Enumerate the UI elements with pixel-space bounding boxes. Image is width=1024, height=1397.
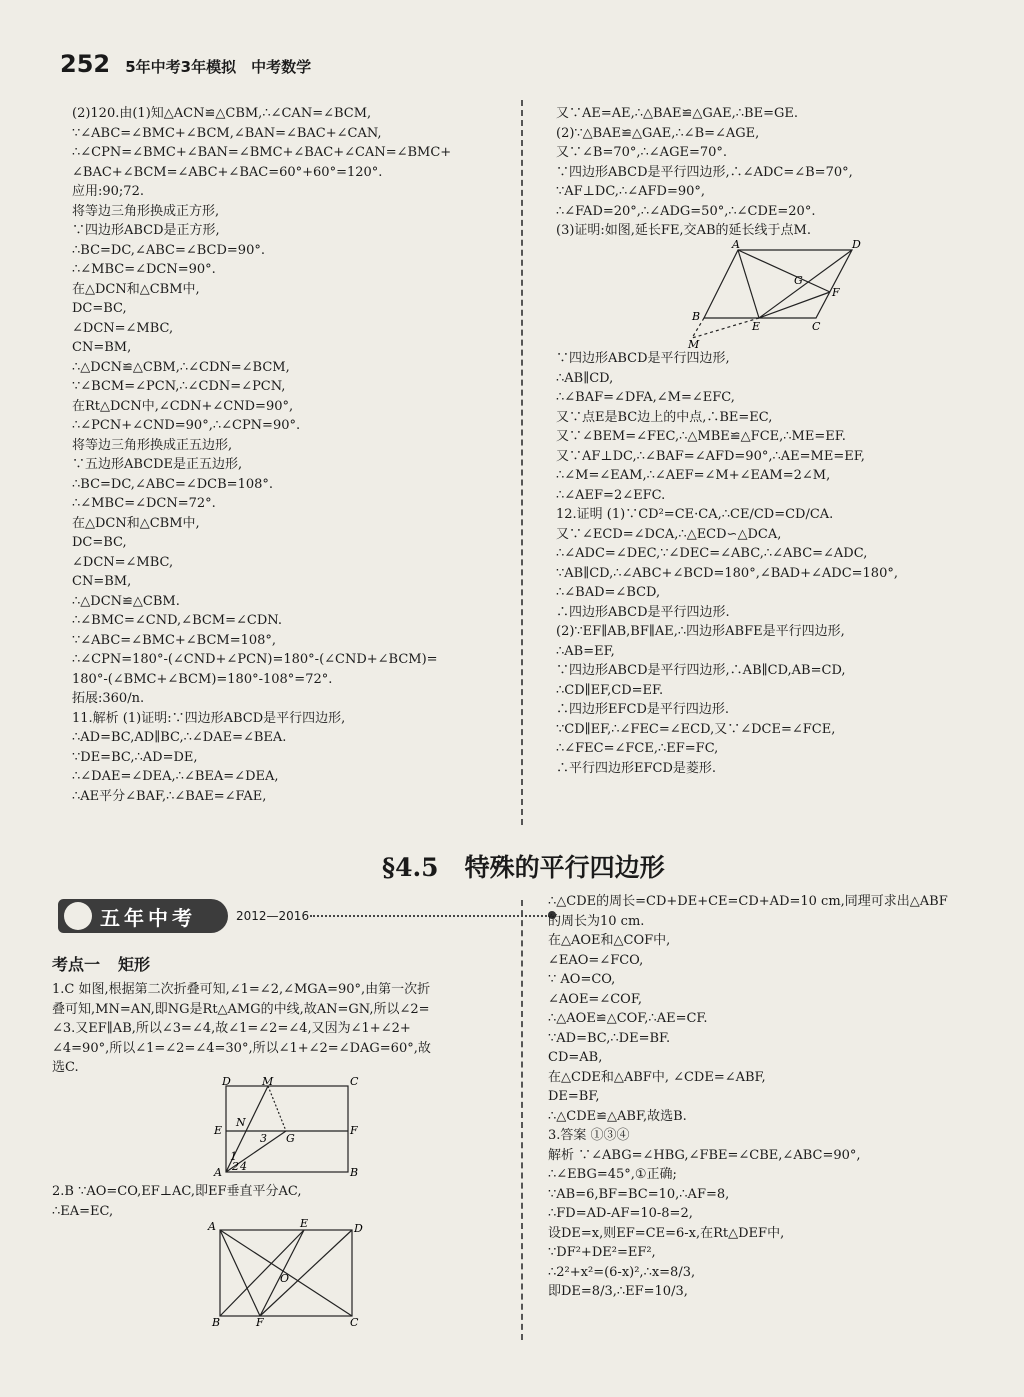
text-line: ∴FD=AD-AF=10-8=2, <box>548 1206 693 1221</box>
text-line: 在Rt△DCN中,∠CDN+∠CND=90°, <box>72 398 294 414</box>
text-line: 在△DCN和△CBM中, <box>72 515 200 531</box>
banner-years: 2012—2016 <box>236 909 310 923</box>
text-line: ∴BC=DC,∠ABC=∠DCB=108°. <box>72 476 274 492</box>
text-line: ∴∠EBG=45°,①正确; <box>548 1167 677 1182</box>
text-line: ∠4=90°,所以∠1=∠2=∠4=30°,所以∠1+∠2=∠DAG=60°,故 <box>52 1040 431 1056</box>
text-line: 180°-(∠BMC+∠BCM)=180°-108°=72°. <box>72 671 333 687</box>
fig2-label: A <box>208 1220 216 1233</box>
text-line: 的周长为10 cm. <box>548 913 645 929</box>
fig2-label: E <box>300 1218 309 1230</box>
text-line: ∵五边形ABCDE是正五边形, <box>72 457 243 472</box>
fig1-label: 3 <box>260 1132 267 1145</box>
right-column-top-b <box>556 349 898 778</box>
text-line: ∵CD∥EF,∴∠FEC=∠ECD,又∵∠DCE=∠FCE, <box>556 721 836 737</box>
right-column-top-a <box>556 104 853 241</box>
text-line: (2)∵EF∥AB,BF∥AE,∴四边形ABFE是平行四边形, <box>556 624 845 639</box>
text-line: DC=BC, <box>72 301 127 316</box>
text-line: 又∵∠BEM=∠FEC,∴△MBE≌△FCE,∴ME=EF. <box>556 429 846 444</box>
left-column-top <box>72 104 451 806</box>
text-line: ∵四边形ABCD是正方形, <box>72 223 220 238</box>
text-line: 又∵AE=AE,∴△BAE≌△GAE,∴BE=GE. <box>556 106 798 121</box>
text-line: ∵AD=BC,∴DE=BF. <box>548 1030 671 1046</box>
left-column-bottom-a <box>52 980 431 1078</box>
text-line: ∵四边形ABCD是平行四边形,∴AB∥CD,AB=CD, <box>556 663 846 678</box>
fig1-label: B <box>350 1166 359 1179</box>
text-line: 在△CDE和△ABF中, ∠CDE=∠ABF, <box>548 1069 766 1085</box>
fig1-label: C <box>350 1076 359 1088</box>
fig3-label: A <box>732 238 740 251</box>
fig1-label: G <box>286 1132 295 1145</box>
text-line: ∠DCN=∠MBC, <box>72 554 174 570</box>
text-line: 又∵AF⊥DC,∴∠BAF=∠AFD=90°,∴AE=ME=EF, <box>556 448 865 464</box>
text-line: ∵DF²+DE²=EF², <box>548 1245 656 1260</box>
text-line: ∴△DCN≌△CBM. <box>72 593 180 609</box>
fig3-label: E <box>752 320 761 333</box>
text-line: 又∵点E是BC边上的中点,∴BE=EC, <box>556 409 773 425</box>
parallelogram-figure <box>686 238 866 354</box>
text-line: ∴∠MBC=∠DCN=90°. <box>72 262 216 277</box>
text-line: ∵AB=6,BF=BC=10,∴AF=8, <box>548 1186 730 1202</box>
subject-title: 中考数学 <box>251 58 312 76</box>
banner <box>58 899 508 933</box>
fig3-label: D <box>852 238 861 251</box>
fig3-label: C <box>812 320 821 333</box>
text-line: ∠EAO=∠FCO, <box>548 952 644 968</box>
text-line: 在△AOE和△COF中, <box>548 933 671 948</box>
text-line: 将等边三角形换成正五边形, <box>72 437 233 453</box>
page-number: 252 <box>60 50 111 78</box>
text-line: 叠可知,MN=AN,即NG是Rt△AMG的中线,故AN=GN,所以∠2= <box>52 1001 430 1017</box>
text-line: ∴∠BAF=∠DFA,∠M=∠EFC, <box>556 390 735 405</box>
fig2-label: D <box>354 1222 363 1235</box>
text-line: DE=BF, <box>548 1089 600 1104</box>
text-line: 又∵∠ECD=∠DCA,∴△ECD∽△DCA, <box>556 526 782 542</box>
text-line: ∴∠M=∠EAM,∴∠AEF=∠M+∠EAM=2∠M, <box>556 468 831 483</box>
text-line: ∵∠BCM=∠PCN,∴∠CDN=∠PCN, <box>72 379 286 394</box>
text-line: CN=BM, <box>72 574 132 589</box>
text-line: 将等边三角形换成正方形, <box>72 203 220 219</box>
text-line: 选C. <box>52 1060 79 1075</box>
text-line: ∴AD=BC,AD∥BC,∴∠DAE=∠BEA. <box>72 730 287 745</box>
section-number: §4.5 <box>382 853 439 882</box>
text-line: ∴四边形ABCD是平行四边形. <box>556 604 730 620</box>
text-line: ∴EA=EC, <box>52 1203 114 1219</box>
text-line: ∵ AO=CO, <box>548 972 616 987</box>
text-line: ∴△DCN≌△CBM,∴∠CDN=∠BCM, <box>72 359 290 375</box>
kaodian-title: 矩形 <box>118 955 151 974</box>
fig1-label: 4 <box>240 1160 247 1173</box>
text-line: ∠DCN=∠MBC, <box>72 320 174 336</box>
text-line: ∵AF⊥DC,∴∠AFD=90°, <box>556 184 706 199</box>
column-divider <box>521 900 523 1340</box>
text-line: ∴∠PCN+∠CND=90°,∴∠CPN=90°. <box>72 418 301 433</box>
text-line: 在△DCN和△CBM中, <box>72 281 200 297</box>
text-line: 3.答案 ①③④ <box>548 1128 630 1143</box>
fig2-label: F <box>256 1316 264 1329</box>
text-line: ∴∠FAD=20°,∴∠ADG=50°,∴∠CDE=20°. <box>556 203 816 219</box>
fig2-label: C <box>350 1316 359 1329</box>
fig1-label: M <box>262 1076 274 1088</box>
text-line: ∴AB∥CD, <box>556 370 614 386</box>
text-line: ∴∠DAE=∠DEA,∴∠BEA=∠DEA, <box>72 769 279 784</box>
text-line: (2)∵△BAE≌△GAE,∴∠B=∠AGE, <box>556 125 760 141</box>
section-title <box>382 848 665 884</box>
text-line: ∴∠ADC=∠DEC,∵∠DEC=∠ABC,∴∠ABC=∠ADC, <box>556 546 868 561</box>
text-line: (3)证明:如图,延长FE,交AB的延长线于点M. <box>556 223 811 238</box>
text-line: ∵∠ABC=∠BMC+∠BCM=108°, <box>72 632 277 648</box>
right-column-bottom <box>548 892 948 1302</box>
text-line: ∵四边形ABCD是平行四边形,∴∠ADC=∠B=70°, <box>556 164 853 180</box>
text-line: DC=BC, <box>72 535 127 550</box>
text-line: 1.C 如图,根据第二次折叠可知,∠1=∠2,∠MGA=90°,由第一次折 <box>52 982 431 997</box>
fig1-label: 2 <box>232 1160 239 1173</box>
text-line: 解析 ∵∠ABG=∠HBG,∠FBE=∠CBE,∠ABC=90°, <box>548 1147 861 1163</box>
fold-figure <box>204 1218 368 1334</box>
kaodian-heading <box>52 952 168 975</box>
text-line: ∠BAC+∠BCM=∠ABC+∠BAC=60°+60°=120°. <box>72 164 383 180</box>
column-divider <box>521 100 523 825</box>
fig1-label: N <box>236 1116 246 1129</box>
text-line: ∴2²+x²=(6-x)²,∴x=8/3, <box>548 1264 696 1280</box>
book-title: 5年中考3年模拟 <box>125 58 237 76</box>
fig1-label: D <box>222 1076 231 1088</box>
text-line: ∴AB=EF, <box>556 643 615 659</box>
text-line: 即DE=8/3,∴EF=10/3, <box>548 1284 688 1299</box>
fig2-label: O <box>280 1272 290 1285</box>
fig1-label: F <box>350 1124 358 1137</box>
text-line: ∴△CDE的周长=CD+DE+CE=CD+AD=10 cm,同理可求出△ABF <box>548 894 948 909</box>
page-header <box>60 50 311 78</box>
text-line: 又∵∠B=70°,∴∠AGE=70°. <box>556 145 728 160</box>
text-line: ∴∠FEC=∠FCE,∴EF=FC, <box>556 741 719 756</box>
left-column-bottom-b <box>52 1182 302 1221</box>
text-line: ∴△AOE≌△COF,∴AE=CF. <box>548 1011 708 1026</box>
text-line: CD=AB, <box>548 1050 603 1065</box>
text-line: ∴∠BAD=∠BCD, <box>556 585 661 600</box>
text-line: (2)120.由(1)知△ACN≌△CBM,∴∠CAN=∠BCM, <box>72 106 372 121</box>
banner-dots <box>310 915 550 917</box>
banner-title: 五年中考 <box>100 906 196 930</box>
text-line: ∴平行四边形EFCD是菱形. <box>556 760 717 776</box>
text-line: 12.证明 (1)∵CD²=CE·CA,∴CE/CD=CD/CA. <box>556 507 834 522</box>
text-line: 拓展:360/n. <box>72 691 145 706</box>
document-icon <box>64 902 92 930</box>
text-line: ∵DE=BC,∴AD=DE, <box>72 749 198 765</box>
text-line: ∠AOE=∠COF, <box>548 991 642 1007</box>
text-line: 2.B ∵AO=CO,EF⊥AC,即EF垂直平分AC, <box>52 1184 302 1199</box>
kaodian-label: 考点一 <box>52 955 101 974</box>
text-line: ∴AE平分∠BAF,∴∠BAE=∠FAE, <box>72 788 267 804</box>
text-line: ∴∠BMC=∠CND,∠BCM=∠CDN. <box>72 613 282 628</box>
text-line: ∵四边形ABCD是平行四边形, <box>556 351 730 366</box>
fig3-label: F <box>832 286 840 299</box>
text-line: ∴四边形EFCD是平行四边形. <box>556 702 730 717</box>
fig3-label: M <box>688 338 700 350</box>
text-line: 设DE=x,则EF=CE=6-x,在Rt△DEF中, <box>548 1225 785 1241</box>
text-line: ∴∠MBC=∠DCN=72°. <box>72 496 216 511</box>
text-line: CN=BM, <box>72 340 132 355</box>
fig2-label: B <box>212 1316 221 1329</box>
fig1-label: E <box>214 1124 223 1137</box>
fig1-label: 1 <box>230 1150 237 1163</box>
fig1-label: A <box>214 1166 222 1179</box>
text-line: 11.解析 (1)证明:∵四边形ABCD是平行四边形, <box>72 710 346 726</box>
text-line: 应用:90;72. <box>72 184 144 199</box>
text-line: ∠3.又EF∥AB,所以∠3=∠4,故∠1=∠2=∠4,又因为∠1+∠2+ <box>52 1021 411 1036</box>
text-line: ∵∠ABC=∠BMC+∠BCM,∠BAN=∠BAC+∠CAN, <box>72 125 382 141</box>
text-line: ∵AB∥CD,∴∠ABC+∠BCD=180°,∠BAD+∠ADC=180°, <box>556 565 898 581</box>
fig3-label: B <box>692 310 701 323</box>
text-line: ∴∠CPN=∠BMC+∠BAN=∠BMC+∠BAC+∠CAN=∠BMC+ <box>72 145 452 160</box>
text-line: ∴△CDE≌△ABF,故选B. <box>548 1108 687 1124</box>
text-line: ∴BC=DC,∠ABC=∠BCD=90°. <box>72 242 265 258</box>
text-line: ∴CD∥EF,CD=EF. <box>556 682 664 698</box>
text-line: ∴∠AEF=2∠EFC. <box>556 487 666 503</box>
text-line: ∴∠CPN=180°-(∠CND+∠PCN)=180°-(∠CND+∠BCM)= <box>72 652 438 667</box>
fig3-label: G <box>794 274 803 287</box>
section-name: 特殊的平行四边形 <box>464 853 665 882</box>
rectangle-figure <box>212 1076 362 1184</box>
